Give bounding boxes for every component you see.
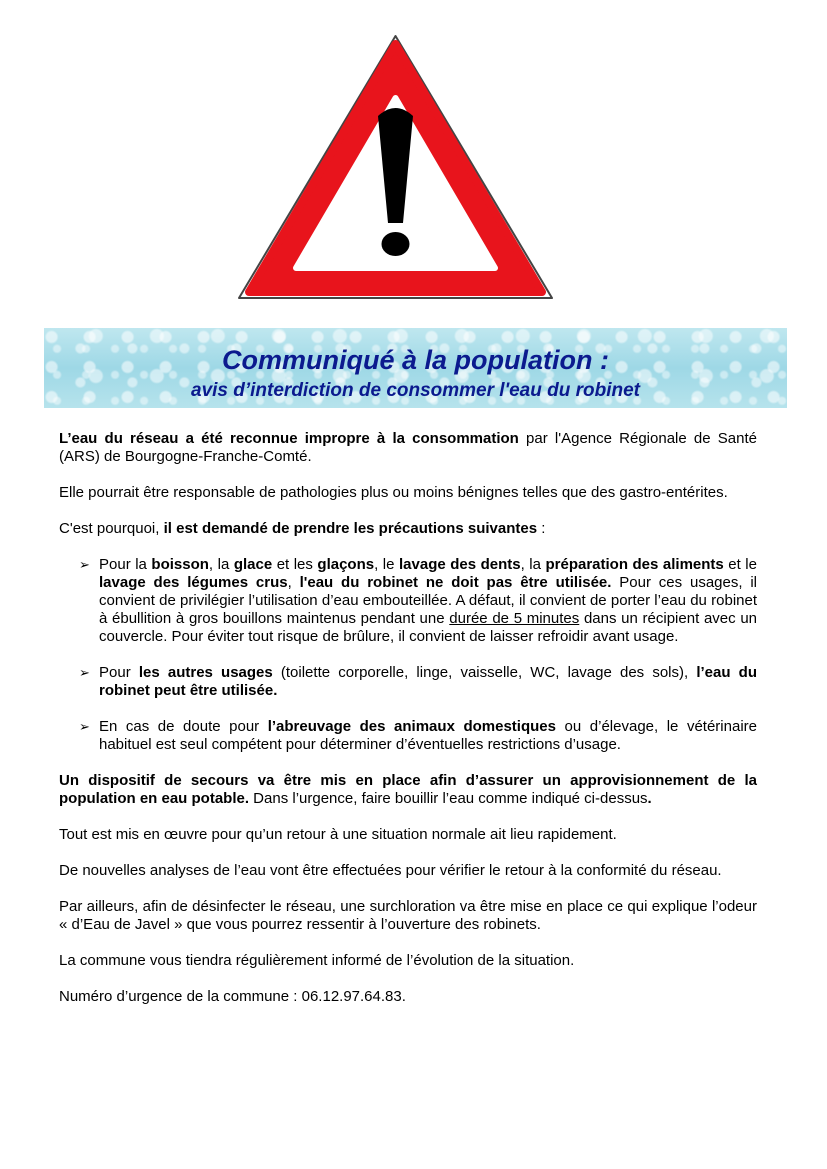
arrow-bullet-icon: ➢	[79, 557, 90, 572]
paragraph-emergency-supply: Un dispositif de secours va être mis en place afin d’assurer un approvisionnement de la population en eau potable. Dans l’urgence, faire bouillir l’eau comme indiqué ci-dessus.	[59, 772, 757, 807]
precautions-list	[59, 556, 757, 754]
title-banner	[44, 328, 787, 408]
paragraph-unfit-water: L’eau du réseau a été reconnue impropre à la consommation par l'Agence Régionale de Santé (ARS) de Bourgogne-Franche-Comté.	[59, 430, 757, 465]
emergency-phone-number: Numéro d’urgence de la commune : 06.12.97.64.83.	[59, 988, 406, 1005]
page-subtitle: avis d’interdiction de consommer l'eau du robinet	[191, 380, 640, 401]
list-item: ➢ En cas de doute pour l’abreuvage des animaux domestiques ou d’élevage, le vétérinaire habituel est seul compétent pour déterminer d’éventuelles restrictions d’usage.	[79, 718, 757, 753]
list-item: ➢ Pour la boisson, la glace et les glaçons, le lavage des dents, la préparation des aliments et le lavage des légumes crus, l'eau du robinet ne doit pas être utilisée. Pour ces usages, il convient de privilégier l’utilisation d’eau embouteillée. A défaut, il convient de porter l’eau du robinet à ébullition à gros bouillons maintenus pendant une durée de 5 minutes dans un récipient avec un couvercle. Pour éviter tout risque de brûlure, il convient de laisser refroidir avant usage.	[79, 556, 758, 645]
paragraph-pathologies: Elle pourrait être responsable de pathologies plus ou moins bénignes telles que des gastro-entérites.	[59, 484, 728, 501]
notice-body	[59, 430, 757, 1024]
arrow-bullet-icon: ➢	[79, 665, 90, 680]
paragraph-information: La commune vous tiendra régulièrement informé de l’évolution de la situation.	[59, 952, 575, 969]
page-title: Communiqué à la population :	[222, 345, 609, 375]
paragraph-chlorination: Par ailleurs, afin de désinfecter le réseau, une surchloration va être mise en place ce qui explique l’odeur « d’Eau de Javel » que vous pourrez ressentir à l’ouverture des robinets.	[59, 898, 757, 933]
list-item: ➢ Pour les autres usages (toilette corporelle, linge, vaisselle, WC, lavage des sols), l’eau du robinet peut être utilisée.	[79, 664, 757, 699]
paragraph-new-analyses: De nouvelles analyses de l’eau vont être effectuées pour vérifier le retour à la conformité du réseau.	[59, 862, 722, 879]
paragraph-precautions-intro: C'est pourquoi, il est demandé de prendre les précautions suivantes :	[59, 520, 546, 537]
warning-sign-icon	[233, 28, 558, 306]
arrow-bullet-icon: ➢	[79, 719, 90, 734]
paragraph-return-normal: Tout est mis en œuvre pour qu’un retour à une situation normale ait lieu rapidement.	[59, 826, 617, 843]
